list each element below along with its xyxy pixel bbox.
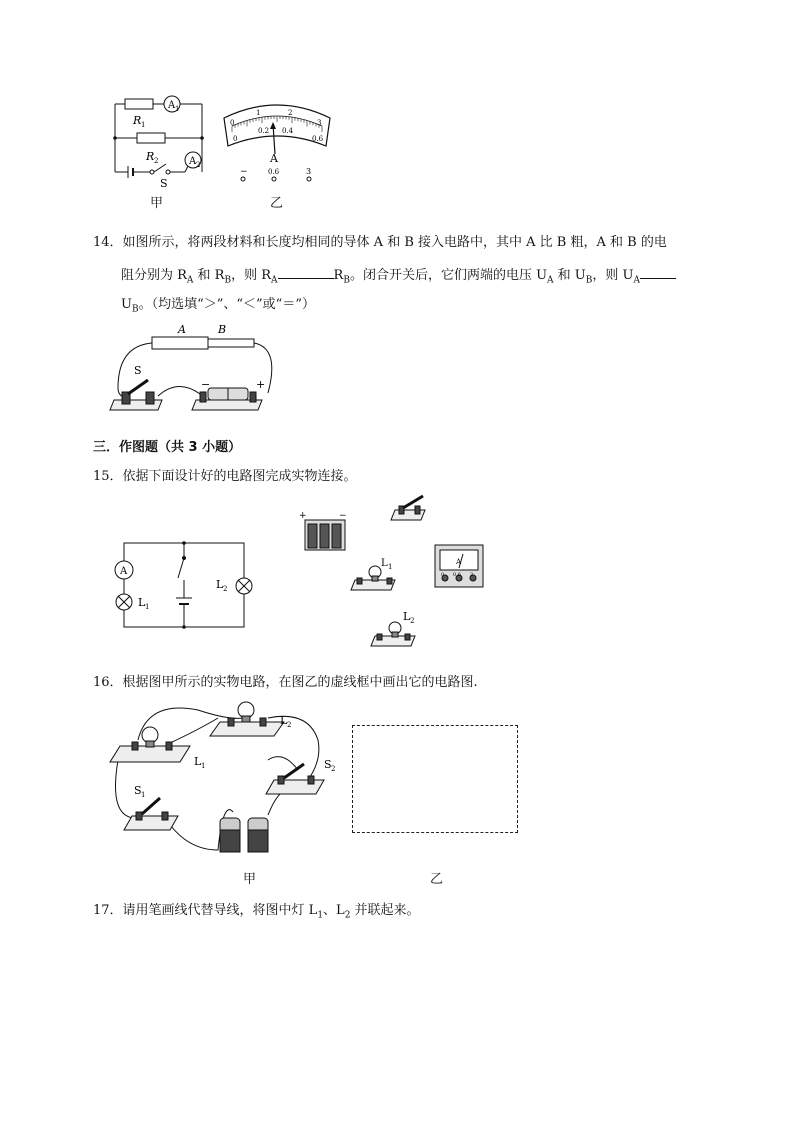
q15-circuit-diagram: [108, 538, 258, 632]
q16-fig-a-caption: 甲: [243, 872, 257, 887]
switch-label: S: [160, 177, 168, 188]
svg-text:0.6: 0.6: [453, 572, 461, 578]
l2-label: L: [216, 578, 224, 591]
svg-text:1: 1: [141, 791, 146, 799]
q16-text: 16．根据图甲所示的实物电路，在图乙的虚线框中画出它的电路图.: [93, 675, 478, 690]
svg-text:1: 1: [388, 563, 393, 571]
q14-blank-1[interactable]: [278, 264, 334, 279]
svg-text:0: 0: [441, 572, 445, 578]
svg-text:0: 0: [230, 119, 235, 127]
q15-components: [295, 490, 505, 650]
q13-circuit-diagram: [100, 88, 220, 188]
conductor-a-label: A: [178, 323, 186, 336]
q16-physical-circuit: [108, 700, 348, 865]
svg-text:0.2: 0.2: [258, 127, 270, 135]
r2-label: R: [146, 150, 155, 163]
section-title: 三．作图题（共 3 小题）: [93, 440, 242, 455]
svg-text:0.6: 0.6: [268, 168, 280, 176]
svg-text:1: 1: [175, 105, 180, 113]
q16-l2-label: L: [280, 714, 288, 727]
q16-s1-label: S: [134, 784, 142, 797]
q13-ammeter-dial: [218, 98, 336, 188]
svg-text:−: −: [240, 167, 248, 177]
q15-text: 15．依据下面设计好的电路图完成实物连接。: [93, 469, 357, 484]
svg-text:A: A: [456, 558, 462, 566]
svg-text:−: −: [201, 378, 211, 391]
svg-text:2: 2: [331, 765, 336, 773]
q14-line3: $U_B$。（均选填“＞”、“＜”或“＝”）: [121, 297, 315, 315]
svg-text:0.6: 0.6: [312, 135, 324, 143]
svg-text:2: 2: [196, 161, 201, 169]
q14-switch-label: S: [134, 364, 142, 377]
q16-l1-label: L: [194, 755, 202, 768]
q16-fig-b-caption: 乙: [430, 872, 444, 887]
svg-text:2: 2: [287, 721, 292, 729]
svg-text:2: 2: [154, 157, 159, 165]
conductor-b-label: B: [218, 323, 227, 336]
a1-label: A: [168, 100, 176, 111]
svg-text:+: +: [256, 378, 266, 391]
svg-text:1: 1: [256, 109, 261, 117]
l2-component-label: L: [403, 610, 411, 623]
svg-text:3: 3: [317, 119, 322, 127]
svg-text:3: 3: [306, 167, 312, 176]
q16-answer-box[interactable]: [352, 725, 518, 833]
svg-text:0.4: 0.4: [282, 127, 294, 135]
svg-text:−: −: [339, 511, 347, 521]
a2-label: A: [189, 156, 197, 167]
q14-physical-circuit: [108, 318, 278, 418]
svg-text:0: 0: [233, 135, 238, 143]
svg-text:2: 2: [288, 109, 293, 117]
meter-unit: A: [270, 152, 278, 165]
q16-s2-label: S: [324, 758, 332, 771]
q13-fig-a-caption: 甲: [150, 196, 164, 211]
q14-line2: 阻分别为 $R_A$ 和 $R_B$，则 $R_A$ $R_B$。闭合开关后，它们两端的电压 $U_A$ 和 $U_B$，则 $U_A$: [121, 264, 676, 292]
r1-label: R: [133, 114, 142, 127]
svg-text:1: 1: [201, 762, 206, 770]
q14-line1: 14．如图所示，将两段材料和长度均相同的导体 A 和 B 接入电路中，其中 A 比 B 粗，A 和 B 的电: [93, 235, 667, 250]
l1-component-label: L: [381, 558, 388, 569]
q14-blank-2[interactable]: [640, 264, 676, 279]
q13-fig-b-caption: 乙: [270, 196, 284, 211]
svg-text:1: 1: [141, 121, 146, 129]
q17-text: 17．请用笔画线代替导线，将图中灯 $L_1$、$L_2$ 并联起来。: [93, 903, 420, 921]
svg-text:2: 2: [223, 585, 228, 593]
ammeter-label: A: [120, 566, 128, 577]
svg-text:3: 3: [470, 572, 474, 578]
svg-text:2: 2: [410, 617, 415, 625]
svg-text:+: +: [299, 511, 307, 521]
l1-label: L: [138, 596, 146, 609]
svg-text:1: 1: [145, 603, 150, 611]
